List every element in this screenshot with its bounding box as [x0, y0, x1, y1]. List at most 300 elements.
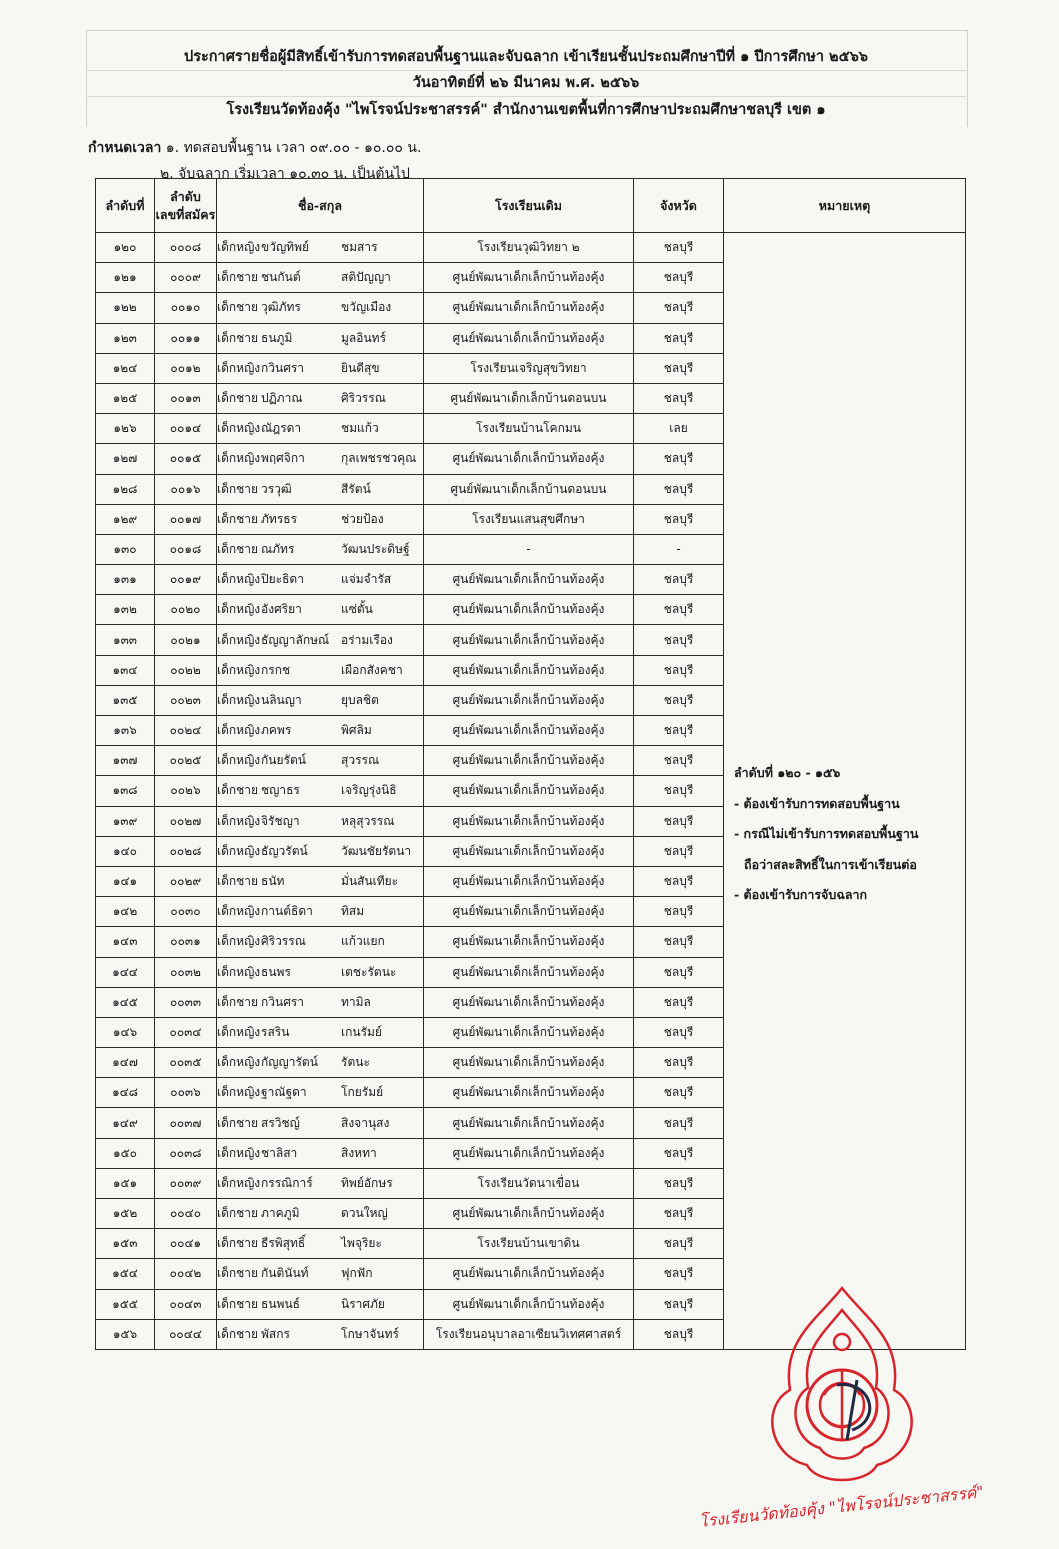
name-prefix: เด็กชาย — [217, 300, 259, 315]
name-prefix: เด็กหญิง — [217, 692, 261, 707]
name-first: พัสกร — [261, 1326, 290, 1341]
name-first: กันตินันท์ — [261, 1266, 309, 1281]
cell-province: ชลบุรี — [634, 987, 724, 1017]
name-prefix: เด็กชาย — [217, 1115, 259, 1130]
name-prefix: เด็กหญิง — [217, 813, 261, 828]
name-first: ชนกันต์ — [261, 270, 301, 285]
name-last: รัตนะ — [341, 1055, 370, 1070]
cell-app-no: ๐๐๑๔ — [155, 414, 217, 444]
cell-school: ศูนย์พัฒนาเด็กเล็กบ้านท้องคุ้ง — [424, 565, 634, 595]
cell-app-no: ๐๐๒๗ — [155, 806, 217, 836]
name-first: กัญญารัตน์ — [261, 1055, 318, 1070]
name-first: นลินญา — [261, 692, 302, 707]
cell-app-no: ๐๐๓๙ — [155, 1168, 217, 1198]
cell-name — [217, 474, 424, 504]
name-first: พฤศจิกา — [261, 451, 305, 466]
name-last: นิราศภัย — [341, 1296, 385, 1311]
cell-province: ชลบุรี — [634, 927, 724, 957]
name-first: กรรณิการ์ — [261, 1175, 313, 1190]
name-last: เกนรัมย์ — [341, 1024, 382, 1039]
cell-school: โรงเรียนบ้านเขาดิน — [424, 1229, 634, 1259]
name-first: อังศริยา — [261, 602, 302, 617]
cell-province: ชลบุรี — [634, 595, 724, 625]
cell-app-no: ๐๐๓๘ — [155, 1138, 217, 1168]
cell-school: ศูนย์พัฒนาเด็กเล็กบ้านดอนบน — [424, 474, 634, 504]
cell-name — [217, 927, 424, 957]
cell-name — [217, 987, 424, 1017]
name-prefix: เด็กชาย — [217, 1206, 259, 1221]
cell-no: ๑๕๖ — [96, 1319, 155, 1349]
cell-province: ชลบุรี — [634, 1108, 724, 1138]
col-header-school: โรงเรียนเดิม — [424, 179, 634, 233]
cell-school: ศูนย์พัฒนาเด็กเล็กบ้านท้องคุ้ง — [424, 1108, 634, 1138]
cell-app-no: ๐๐๐๘ — [155, 233, 217, 263]
cell-province: ชลบุรี — [634, 1168, 724, 1198]
name-prefix: เด็กหญิง — [217, 1024, 261, 1039]
name-first: ธนพนธ์ — [261, 1296, 300, 1311]
col-header-name: ชื่อ-สกุล — [217, 179, 424, 233]
cell-name — [217, 353, 424, 383]
name-prefix: เด็กชาย — [217, 1326, 259, 1341]
name-last: เตชะรัตนะ — [341, 964, 397, 979]
cell-school: ศูนย์พัฒนาเด็กเล็กบ้านท้องคุ้ง — [424, 685, 634, 715]
name-prefix: เด็กหญิง — [217, 602, 261, 617]
name-last: แก้วแยก — [341, 934, 385, 949]
name-last: ศิริวรรณ — [341, 391, 386, 406]
cell-province: ชลบุรี — [634, 685, 724, 715]
name-last: สติปัญญา — [341, 270, 391, 285]
cell-province: ชลบุรี — [634, 323, 724, 353]
name-prefix: เด็กหญิง — [217, 1055, 261, 1070]
name-prefix: เด็กหญิง — [217, 421, 261, 436]
cell-name — [217, 655, 424, 685]
cell-name — [217, 1289, 424, 1319]
cell-no: ๑๔๒ — [96, 897, 155, 927]
col-header-remark: หมายเหตุ — [724, 179, 966, 233]
cell-province: ชลบุรี — [634, 263, 724, 293]
cell-app-no: ๐๐๒๕ — [155, 746, 217, 776]
remark-line5: - ต้องเข้ารับการจับฉลาก — [734, 887, 868, 902]
cell-name — [217, 1138, 424, 1168]
cell-school: ศูนย์พัฒนาเด็กเล็กบ้านท้องคุ้ง — [424, 1259, 634, 1289]
cell-school: โรงเรียนบ้านโคกมน — [424, 414, 634, 444]
cell-no: ๑๓๘ — [96, 776, 155, 806]
cell-name — [217, 504, 424, 534]
name-last: ทิพย์อักษร — [341, 1175, 393, 1190]
cell-no: ๑๓๑ — [96, 565, 155, 595]
cell-name — [217, 1229, 424, 1259]
cell-app-no: ๐๐๑๕ — [155, 444, 217, 474]
cell-school: ศูนย์พัฒนาเด็กเล็กบ้านท้องคุ้ง — [424, 987, 634, 1017]
cell-name — [217, 897, 424, 927]
cell-app-no: ๐๐๐๙ — [155, 263, 217, 293]
name-prefix: เด็กหญิง — [217, 1145, 261, 1160]
cell-no: ๑๕๑ — [96, 1168, 155, 1198]
cell-school: ศูนย์พัฒนาเด็กเล็กบ้านท้องคุ้ง — [424, 897, 634, 927]
cell-no: ๑๒๘ — [96, 474, 155, 504]
cell-school: - — [424, 534, 634, 564]
cell-province: ชลบุรี — [634, 1138, 724, 1168]
cell-no: ๑๓๙ — [96, 806, 155, 836]
cell-province: ชลบุรี — [634, 1199, 724, 1229]
name-last: ทิสม — [341, 904, 365, 919]
col-header-no: ลำดับที่ — [96, 179, 155, 233]
cell-name — [217, 1048, 424, 1078]
cell-app-no: ๐๐๓๔ — [155, 1017, 217, 1047]
cell-name — [217, 957, 424, 987]
cell-no: ๑๔๗ — [96, 1048, 155, 1078]
cell-school: โรงเรียนวัดนาเขื่อน — [424, 1168, 634, 1198]
name-first: ปิยะธิดา — [261, 572, 304, 587]
name-last: วัฒนชัยรัตนา — [341, 843, 412, 858]
name-last: ชมแก้ว — [341, 421, 379, 436]
name-last: โกยรัมย์ — [341, 1085, 384, 1100]
cell-app-no: ๐๐๒๙ — [155, 866, 217, 896]
cell-province: ชลบุรี — [634, 1289, 724, 1319]
cell-app-no: ๐๐๓๑ — [155, 927, 217, 957]
name-last: สีรัตน์ — [341, 481, 371, 496]
name-prefix: เด็กชาย — [217, 270, 259, 285]
name-first: สรวิชญ์ — [261, 1115, 300, 1130]
remark-block — [734, 758, 918, 911]
cell-province: ชลบุรี — [634, 1048, 724, 1078]
name-prefix: เด็กหญิง — [217, 723, 261, 738]
cell-province: ชลบุรี — [634, 866, 724, 896]
header-title: ประกาศรายชื่อผู้มีสิทธิ์เข้ารับการทดสอบพื้นฐานและจับฉลาก เข้าเรียนชั้นประถมศึกษาปีที่ ๑ ปีการศึกษา ๒๕๖๖ — [86, 44, 966, 71]
name-last: มูลอินทร์ — [341, 330, 387, 345]
cell-name — [217, 836, 424, 866]
cell-school: โรงเรียนอนุบาลอาเซียนวิเทศศาสตร์ — [424, 1319, 634, 1349]
name-prefix: เด็กหญิง — [217, 843, 261, 858]
cell-province: ชลบุรี — [634, 655, 724, 685]
cell-school: ศูนย์พัฒนาเด็กเล็กบ้านท้องคุ้ง — [424, 655, 634, 685]
name-prefix: เด็กชาย — [217, 1266, 259, 1281]
cell-app-no: ๐๐๓๖ — [155, 1078, 217, 1108]
name-prefix: เด็กชาย — [217, 994, 259, 1009]
name-prefix: เด็กหญิง — [217, 934, 261, 949]
name-last: เจริญรุ่งนิธิ — [341, 783, 397, 798]
name-first: ธนพร — [261, 964, 291, 979]
cell-province: ชลบุรี — [634, 897, 724, 927]
cell-name — [217, 233, 424, 263]
applicant-table — [95, 178, 966, 1350]
cell-app-no: ๐๐๔๒ — [155, 1259, 217, 1289]
name-first: ธัญวรัตน์ — [261, 843, 308, 858]
cell-school: ศูนย์พัฒนาเด็กเล็กบ้านท้องคุ้ง — [424, 776, 634, 806]
name-first: ภัทรธร — [261, 511, 298, 526]
name-last: ไพจุริยะ — [341, 1236, 382, 1251]
cell-school: ศูนย์พัฒนาเด็กเล็กบ้านท้องคุ้ง — [424, 1078, 634, 1108]
cell-app-no: ๐๐๔๑ — [155, 1229, 217, 1259]
name-first: ศิริวรรณ — [261, 934, 306, 949]
cell-app-no: ๐๐๑๑ — [155, 323, 217, 353]
cell-school: ศูนย์พัฒนาเด็กเล็กบ้านท้องคุ้ง — [424, 716, 634, 746]
cell-province: ชลบุรี — [634, 353, 724, 383]
name-last: เผือกสังคชา — [341, 662, 403, 677]
cell-app-no: ๐๐๒๑ — [155, 625, 217, 655]
cell-name — [217, 685, 424, 715]
name-first: ณภัทร — [261, 541, 295, 556]
cell-name — [217, 565, 424, 595]
name-prefix: เด็กชาย — [217, 511, 259, 526]
name-first: วรวุฒิ — [261, 481, 292, 496]
cell-school: ศูนย์พัฒนาเด็กเล็กบ้านท้องคุ้ง — [424, 1289, 634, 1319]
cell-province: ชลบุรี — [634, 1319, 724, 1349]
name-prefix: เด็กชาย — [217, 481, 259, 496]
name-last: ช่วยป้อง — [341, 511, 384, 526]
name-last: พิศลิม — [341, 723, 372, 738]
name-prefix: เด็กหญิง — [217, 753, 261, 768]
cell-no: ๑๒๗ — [96, 444, 155, 474]
cell-remark — [724, 233, 966, 1350]
cell-name — [217, 866, 424, 896]
cell-no: ๑๓๒ — [96, 595, 155, 625]
cell-app-no: ๐๐๓๓ — [155, 987, 217, 1017]
cell-app-no: ๐๐๑๙ — [155, 565, 217, 595]
cell-no: ๑๓๔ — [96, 655, 155, 685]
cell-no: ๑๓๓ — [96, 625, 155, 655]
cell-province: ชลบุรี — [634, 625, 724, 655]
cell-school: ศูนย์พัฒนาเด็กเล็กบ้านท้องคุ้ง — [424, 927, 634, 957]
cell-province: ชลบุรี — [634, 776, 724, 806]
cell-no: ๑๕๕ — [96, 1289, 155, 1319]
cell-no: ๑๔๕ — [96, 987, 155, 1017]
cell-name — [217, 1199, 424, 1229]
name-last: ดวนใหญ่ — [341, 1206, 388, 1221]
cell-name — [217, 625, 424, 655]
name-last: ชมสาร — [341, 240, 378, 255]
name-first: ชาลิสา — [261, 1145, 298, 1160]
table-row — [96, 233, 966, 263]
cell-app-no: ๐๐๓๕ — [155, 1048, 217, 1078]
name-prefix: เด็กชาย — [217, 330, 259, 345]
name-prefix: เด็กหญิง — [217, 904, 261, 919]
col-header-app-no — [155, 179, 217, 233]
cell-name — [217, 806, 424, 836]
name-first: ณัฎรดา — [261, 421, 302, 436]
cell-no: ๑๕๒ — [96, 1199, 155, 1229]
schedule-item-2: ๒. จับฉลาก เริ่มเวลา ๑๐.๓๐ น. เป็นต้นไป — [160, 166, 410, 182]
name-first: ภคพร — [261, 723, 292, 738]
cell-name — [217, 716, 424, 746]
cell-school: โรงเรียนเจริญสุขวิทยา — [424, 353, 634, 383]
cell-province: - — [634, 534, 724, 564]
name-last: กุลเพชรชวคุณ — [341, 451, 417, 466]
header-date: วันอาทิตย์ที่ ๒๖ มีนาคม พ.ศ. ๒๕๖๖ — [86, 70, 966, 97]
col-header-app-no-line1: ลำดับ — [170, 188, 201, 204]
cell-app-no: ๐๐๓๐ — [155, 897, 217, 927]
name-last: วัฒนประดิษฐ์ — [341, 541, 410, 556]
cell-name — [217, 293, 424, 323]
name-last: แจ่มจำรัส — [341, 572, 392, 587]
cell-name — [217, 1017, 424, 1047]
cell-province: ชลบุรี — [634, 746, 724, 776]
name-last: ฟุกฟัก — [341, 1266, 373, 1281]
schedule-item-1: ๑. ทดสอบพื้นฐาน เวลา ๐๙.๐๐ - ๑๐.๐๐ น. — [165, 140, 422, 156]
cell-no: ๑๒๖ — [96, 414, 155, 444]
name-first: กวินศรา — [261, 360, 305, 375]
name-last: โกษาจันทร์ — [341, 1326, 399, 1341]
name-first: ธนัท — [261, 874, 285, 889]
cell-school: ศูนย์พัฒนาเด็กเล็กบ้านท้องคุ้ง — [424, 836, 634, 866]
cell-school: ศูนย์พัฒนาเด็กเล็กบ้านท้องคุ้ง — [424, 595, 634, 625]
remark-line4: ถือว่าสละสิทธิ์ในการเข้าเรียนต่อ — [744, 856, 917, 872]
name-first: ปฏิภาณ — [261, 391, 303, 406]
cell-app-no: ๐๐๔๔ — [155, 1319, 217, 1349]
name-prefix: เด็กหญิง — [217, 572, 261, 587]
cell-name — [217, 1168, 424, 1198]
cell-name — [217, 263, 424, 293]
cell-province: ชลบุรี — [634, 383, 724, 413]
name-last: แซ่ตั้น — [341, 602, 373, 617]
table-body — [96, 233, 966, 1350]
name-last: สุวรรณ — [341, 753, 380, 768]
cell-school: ศูนย์พัฒนาเด็กเล็กบ้านท้องคุ้ง — [424, 444, 634, 474]
name-last: ขวัญเมือง — [341, 300, 392, 315]
cell-no: ๑๒๐ — [96, 233, 155, 263]
name-first: ฐาณัฐดา — [261, 1085, 307, 1100]
cell-name — [217, 444, 424, 474]
cell-no: ๑๔๘ — [96, 1078, 155, 1108]
cell-app-no: ๐๐๑๖ — [155, 474, 217, 504]
name-first: ธนภูมิ — [261, 330, 293, 345]
svg-text:โรงเรียนวัดท้องคุ้ง "ไพโรจน์ปร: โรงเรียนวัดท้องคุ้ง "ไพโรจน์ประชาสรรค์" — [698, 1482, 985, 1531]
name-prefix: เด็กหญิง — [217, 964, 261, 979]
name-first: วุฒิภัทร — [261, 300, 301, 315]
name-first: ธัญญาลักษณ์ — [261, 632, 330, 647]
schedule-line-1 — [88, 137, 421, 159]
name-prefix: เด็กชาย — [217, 1236, 259, 1251]
name-prefix: เด็กหญิง — [217, 240, 261, 255]
cell-school: โรงเรียนแสนสุขศึกษา — [424, 504, 634, 534]
cell-name — [217, 414, 424, 444]
cell-name — [217, 323, 424, 353]
cell-province: ชลบุรี — [634, 1078, 724, 1108]
cell-app-no: ๐๐๒๓ — [155, 685, 217, 715]
name-last: หลุสุวรรณ — [341, 813, 395, 828]
cell-no: ๑๔๖ — [96, 1017, 155, 1047]
name-prefix: เด็กชาย — [217, 783, 259, 798]
cell-no: ๑๕๐ — [96, 1138, 155, 1168]
cell-school: ศูนย์พัฒนาเด็กเล็กบ้านท้องคุ้ง — [424, 293, 634, 323]
name-last: อร่ามเรือง — [341, 632, 393, 647]
cell-province: ชลบุรี — [634, 1017, 724, 1047]
cell-no: ๑๕๔ — [96, 1259, 155, 1289]
cell-app-no: ๐๐๑๐ — [155, 293, 217, 323]
cell-province: ชลบุรี — [634, 233, 724, 263]
cell-app-no: ๐๐๑๗ — [155, 504, 217, 534]
cell-school: ศูนย์พัฒนาเด็กเล็กบ้านท้องคุ้ง — [424, 323, 634, 353]
cell-no: ๑๒๑ — [96, 263, 155, 293]
cell-school: ศูนย์พัฒนาเด็กเล็กบ้านท้องคุ้ง — [424, 1017, 634, 1047]
name-first: ภาคภูมิ — [261, 1206, 300, 1221]
cell-province: ชลบุรี — [634, 836, 724, 866]
schedule-label: กำหนดเวลา — [88, 140, 162, 156]
name-last: มั่นสันเทียะ — [341, 874, 399, 889]
cell-app-no: ๐๐๒๔ — [155, 716, 217, 746]
cell-app-no: ๐๐๑๓ — [155, 383, 217, 413]
cell-app-no: ๐๐๒๐ — [155, 595, 217, 625]
cell-school: ศูนย์พัฒนาเด็กเล็กบ้านท้องคุ้ง — [424, 1048, 634, 1078]
cell-province: ชลบุรี — [634, 444, 724, 474]
cell-name — [217, 534, 424, 564]
cell-name — [217, 1108, 424, 1138]
cell-no: ๑๕๓ — [96, 1229, 155, 1259]
school-seal — [698, 1280, 985, 1531]
name-last: ยุบลชิต — [341, 692, 379, 707]
name-prefix: เด็กหญิง — [217, 360, 261, 375]
cell-name — [217, 383, 424, 413]
col-header-province: จังหวัด — [634, 179, 724, 233]
cell-school: ศูนย์พัฒนาเด็กเล็กบ้านท้องคุ้ง — [424, 806, 634, 836]
cell-no: ๑๔๓ — [96, 927, 155, 957]
cell-school: ศูนย์พัฒนาเด็กเล็กบ้านท้องคุ้ง — [424, 1138, 634, 1168]
cell-school: ศูนย์พัฒนาเด็กเล็กบ้านท้องคุ้ง — [424, 866, 634, 896]
cell-province: ชลบุรี — [634, 474, 724, 504]
name-prefix: เด็กหญิง — [217, 1085, 261, 1100]
cell-school: ศูนย์พัฒนาเด็กเล็กบ้านท้องคุ้ง — [424, 263, 634, 293]
cell-province: ชลบุรี — [634, 716, 724, 746]
remark-line2: - ต้องเข้ารับการทดสอบพื้นฐาน — [734, 795, 900, 811]
name-prefix: เด็กชาย — [217, 391, 259, 406]
cell-school: ศูนย์พัฒนาเด็กเล็กบ้านท้องคุ้ง — [424, 625, 634, 655]
cell-name — [217, 746, 424, 776]
cell-app-no: ๐๐๓๒ — [155, 957, 217, 987]
table-header-row — [96, 179, 966, 233]
cell-province: ชลบุรี — [634, 806, 724, 836]
cell-school: โรงเรียนวุฒิวิทยา ๒ — [424, 233, 634, 263]
cell-province: ชลบุรี — [634, 1229, 724, 1259]
cell-province: ชลบุรี — [634, 1259, 724, 1289]
col-header-app-no-line2: เลขที่สมัคร — [155, 206, 216, 222]
cell-no: ๑๒๙ — [96, 504, 155, 534]
cell-name — [217, 1259, 424, 1289]
name-first: ชญาธร — [261, 783, 300, 798]
cell-app-no: ๐๐๒๒ — [155, 655, 217, 685]
cell-no: ๑๔๙ — [96, 1108, 155, 1138]
cell-no: ๑๓๕ — [96, 685, 155, 715]
cell-app-no: ๐๐๒๖ — [155, 776, 217, 806]
cell-app-no: ๐๐๑๘ — [155, 534, 217, 564]
cell-app-no: ๐๐๒๘ — [155, 836, 217, 866]
name-first: กรกช — [261, 662, 291, 677]
cell-no: ๑๒๔ — [96, 353, 155, 383]
cell-name — [217, 776, 424, 806]
name-prefix: เด็กหญิง — [217, 632, 261, 647]
cell-no: ๑๓๖ — [96, 716, 155, 746]
name-last: สิงจานุสง — [341, 1115, 390, 1130]
remark-line1: ลำดับที่ ๑๒๐ - ๑๕๖ — [734, 765, 841, 780]
cell-name — [217, 1319, 424, 1349]
cell-name — [217, 595, 424, 625]
cell-no: ๑๒๓ — [96, 323, 155, 353]
name-prefix: เด็กหญิง — [217, 662, 261, 677]
cell-school: ศูนย์พัฒนาเด็กเล็กบ้านท้องคุ้ง — [424, 1199, 634, 1229]
cell-no: ๑๓๗ — [96, 746, 155, 776]
name-last: ยินดีสุข — [341, 360, 380, 375]
cell-name — [217, 1078, 424, 1108]
cell-school: ศูนย์พัฒนาเด็กเล็กบ้านท้องคุ้ง — [424, 957, 634, 987]
cell-province: ชลบุรี — [634, 293, 724, 323]
cell-app-no: ๐๐๔๓ — [155, 1289, 217, 1319]
name-last: สิงหทา — [341, 1145, 377, 1160]
cell-province: เลย — [634, 414, 724, 444]
name-first: กันยรัตน์ — [261, 753, 306, 768]
name-prefix: เด็กหญิง — [217, 1175, 261, 1190]
name-first: กานต์ธิดา — [261, 904, 313, 919]
name-prefix: เด็กชาย — [217, 541, 259, 556]
cell-province: ชลบุรี — [634, 957, 724, 987]
